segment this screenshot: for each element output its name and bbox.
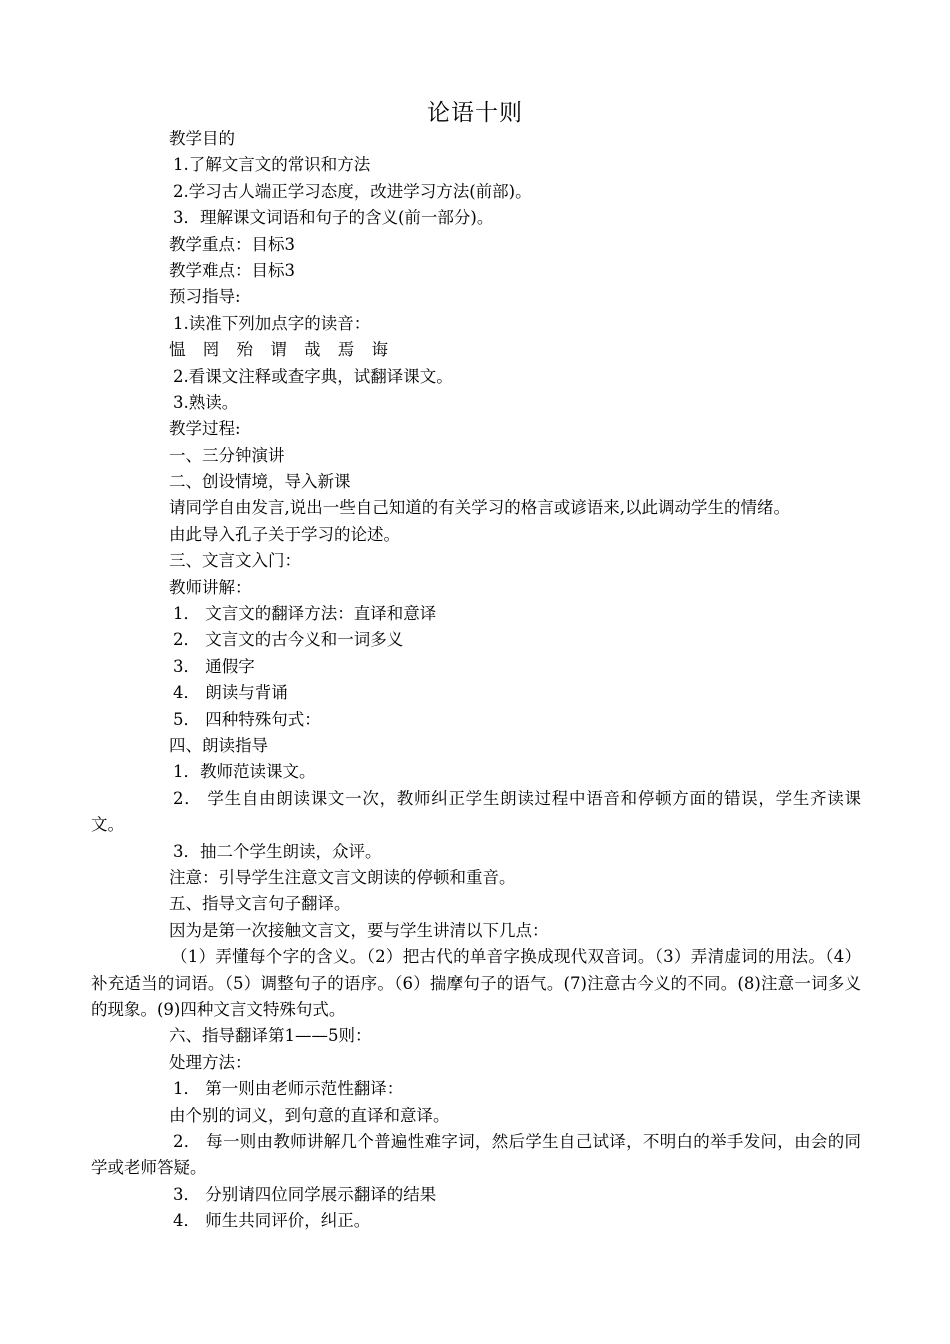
paragraph-explain-5: 5． 四种特殊句式： [173,709,321,729]
paragraph-difficulties: 教学难点：目标3 [169,260,295,280]
paragraph-note: 注意：引导学生注意文言文朗读的停顿和重音。 [169,867,516,887]
paragraph-teacher-explains: 教师讲解： [169,577,252,597]
paragraph-preview-3: 3.熟读。 [173,392,239,412]
paragraph-reading-2: 2． 学生自由朗读课文一次，教师纠正学生朗读过程中语音和停顿方面的错误，学生齐读课文。 [91,788,861,835]
paragraph-teaching-process: 教学过程: [169,419,241,439]
paragraph-introduce-confucius: 由此导入孔子关于学习的论述。 [169,524,400,544]
paragraph-section-4: 四、朗读指导 [169,736,268,755]
paragraph-method-4: 4． 师生共同评价，纠正。 [173,1211,371,1231]
paragraph-translation-points: （1）弄懂每个字的含义。（2）把古代的单音字换成现代双音词。（3）弄清虚词的用法。（4）补充适当的词语。（5）调整句子的语序。（6）揣摩句子的语气。(7)注意古今义的不同。(8)注意一词多义的现象。(9)四种文言文特殊句式。 [91,947,861,1019]
paragraph-section-6: 六、指导翻译第1——5则： [169,1026,372,1046]
paragraph-free-speech: 请同学自由发言,说出一些自己知道的有关学习的格言或谚语来,以此调动学生的情绪。 [169,498,790,518]
paragraph-key-points: 教学重点：目标3 [169,234,295,254]
paragraph-explain-3: 3． 通假字 [173,656,255,676]
paragraph-explain-2: 2． 文言文的古今义和一词多义 [173,630,404,650]
paragraph-objective-2: 2.学习古人端正学习态度，改进学习方法(前部)。 [173,181,532,201]
paragraph-method-3: 3． 分别请四位同学展示翻译的结果 [173,1184,437,1204]
paragraph-reading-3: 3．抽二个学生朗读，众评。 [173,841,382,861]
paragraph-teaching-objectives: 教学目的 [169,129,235,148]
paragraph-first-contact: 因为是第一次接触文言文，要与学生讲清以下几点： [169,920,549,940]
paragraph-method: 处理方法： [169,1052,252,1072]
paragraph-explain-1: 1． 文言文的翻译方法：直译和意译 [173,604,437,624]
paragraph-section-2: 二、创设情境，导入新课 [169,472,351,492]
document-body [91,126,861,1235]
paragraph-method-2: 2． 每一则由教师讲解几个普遍性难字词，然后学生自己试译，不明白的举手发问，由会的同学或老师答疑。 [91,1131,861,1178]
paragraph-section-1: 一、三分钟演讲 [169,445,285,465]
paragraph-objective-3: 3．理解课文词语和句子的含义(前一部分)。 [173,208,494,228]
paragraph-reading-1: 1．教师范读课文。 [173,762,316,782]
paragraph-section-5: 五、指导文言句子翻译。 [169,894,351,914]
paragraph-explain-4: 4． 朗读与背诵 [173,683,288,703]
paragraph-word-to-sentence: 由个别的词义，到句意的直译和意译。 [169,1105,450,1125]
paragraph-section-3: 三、文言文入门： [169,551,301,571]
paragraph-objective-1: 1.了解文言文的常识和方法 [173,155,371,175]
paragraph-preview-2: 2.看课文注释或查字典，试翻译课文。 [173,366,453,386]
paragraph-characters: 愠 罔 殆 谓 哉 焉 诲 [169,340,394,360]
paragraph-method-1: 1． 第一则由老师示范性翻译： [173,1079,404,1099]
document-title: 论语十则 [427,100,523,126]
paragraph-preview-1: 1.读准下列加点字的读音： [173,313,371,333]
paragraph-preview-guide: 预习指导: [169,287,241,307]
